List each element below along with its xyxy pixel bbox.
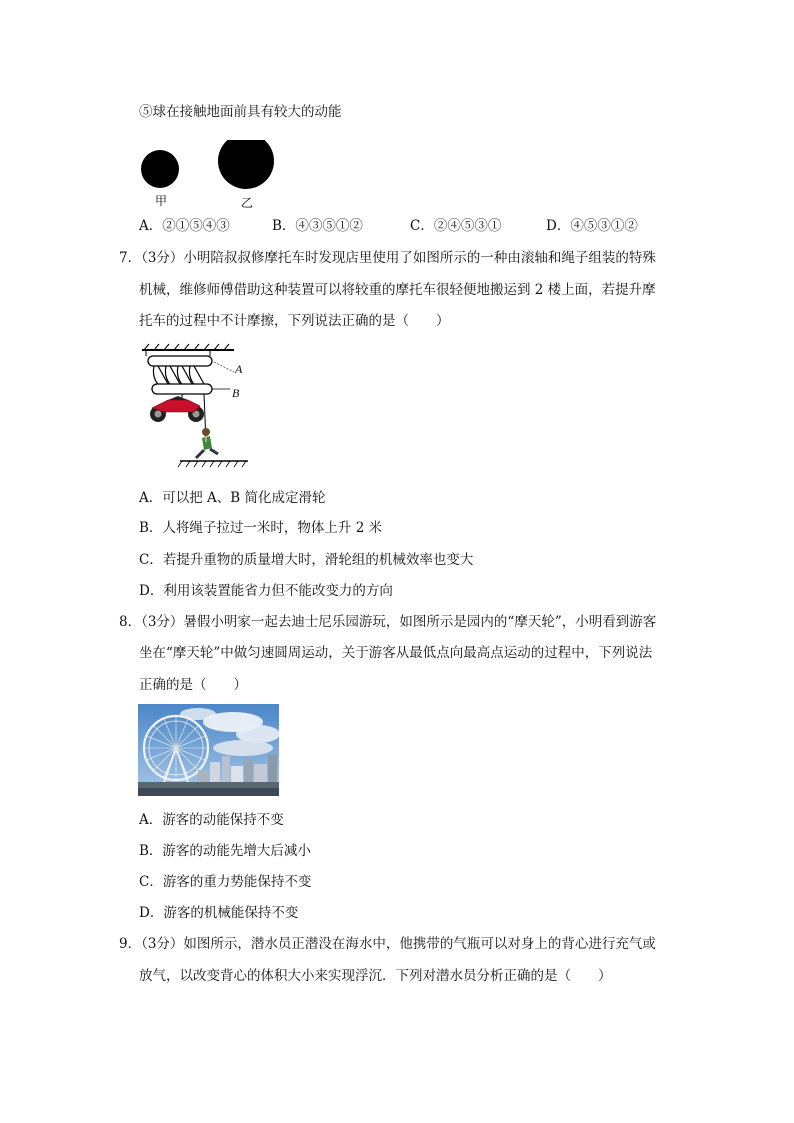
q6-option-b: B．④③⑤①②	[272, 218, 363, 234]
q7-stem-line-1: 7．（3分）小明陪叔叔修摩托车时发现店里使用了如图所示的一种由滚轴和绳子组装的特殊	[119, 250, 656, 266]
pulley-label-b: B	[232, 386, 240, 400]
q7-option-b: B．人将绳子拉过一米时，物体上升 2 米	[139, 520, 383, 536]
ball-small	[141, 150, 179, 188]
pulley-label-a: A	[235, 362, 243, 376]
q7-option-c: C．若提升重物的质量增大时，滑轮组的机械效率也变大	[139, 552, 474, 568]
q8-stem-line-1: 8．（3分）暑假小明家一起去迪士尼乐园游玩，如图所示是园内的“摩天轮”，小明看到游客	[119, 614, 657, 630]
q7-stem-line-2: 机械，维修师傅借助这种装置可以将较重的摩托车很轻便地搬运到 2 楼上面，若提升摩	[139, 282, 656, 298]
q8-ferris-wheel-photo	[138, 704, 279, 796]
q8-option-c: C．游客的重力势能保持不变	[139, 874, 312, 890]
q6-option-d: D．④⑤③①②	[546, 218, 638, 234]
q6-item-5: ⑤球在接触地面前具有较大的动能	[139, 104, 342, 120]
ball-large	[218, 140, 274, 189]
q9-stem-line-2: 放气，以改变背心的体积大小来实现浮沉．下列对潜水员分析正确的是（ ）	[139, 968, 612, 984]
q8-stem-line-2: 坐在“摩天轮”中做匀速圆周运动，关于游客从最低点向最高点运动的过程中，下列说法	[139, 645, 653, 661]
q7-option-d: D．利用该装置能省力但不能改变力的方向	[139, 583, 393, 599]
q6-option-c: C．②④⑤③①	[410, 218, 502, 234]
q8-option-d: D．游客的机械能保持不变	[139, 905, 299, 921]
ball-small-label: 甲	[155, 194, 168, 208]
q6-option-a: A．②①⑤④③	[139, 218, 230, 234]
ball-large-label: 乙	[241, 196, 254, 210]
q7-stem-line-3: 托车的过程中不计摩擦，下列说法正确的是（ ）	[139, 313, 450, 329]
q7-pulley-figure	[138, 342, 253, 470]
q7-option-a: A．可以把 A、B 简化成定滑轮	[139, 490, 326, 506]
q8-stem-line-3: 正确的是（ ）	[139, 677, 247, 693]
q8-option-b: B．游客的动能先增大后减小	[139, 843, 311, 859]
q8-option-a: A．游客的动能保持不变	[139, 812, 284, 828]
q6-balls-figure	[138, 140, 288, 210]
ferris-wheel-image	[138, 704, 279, 796]
q9-stem-line-1: 9．（3分）如图所示，潜水员正潜没在海水中，他携带的气瓶可以对身上的背心进行充气或	[119, 936, 656, 952]
